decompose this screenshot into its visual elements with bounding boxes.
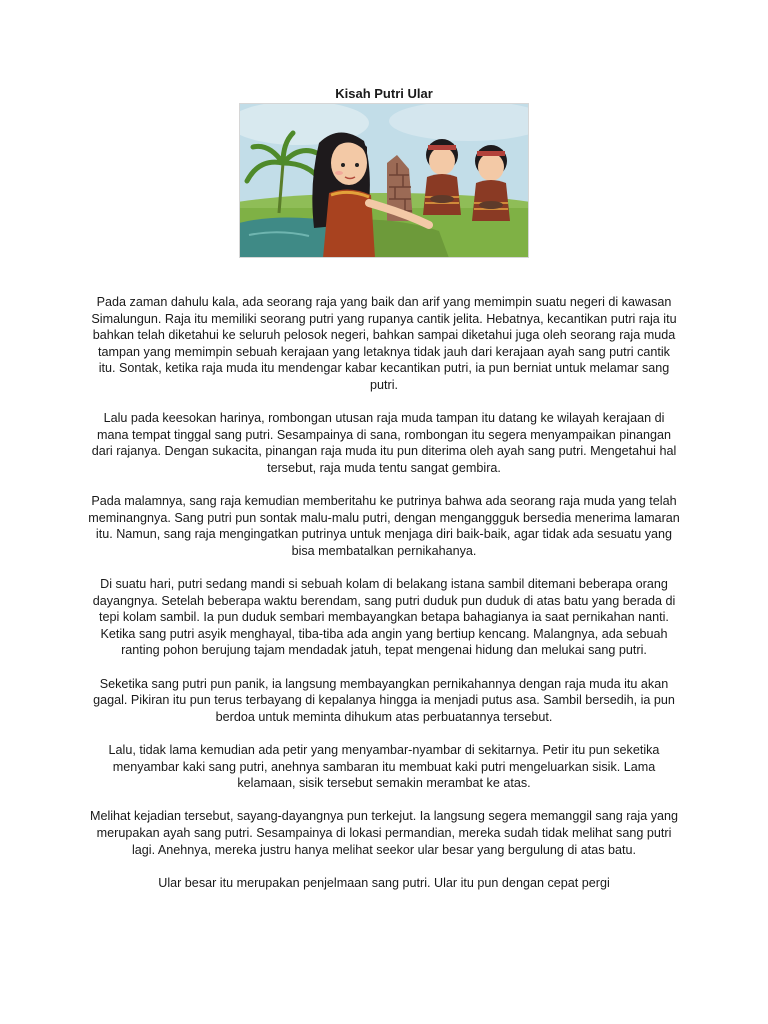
story-illustration xyxy=(239,103,529,258)
princess-pond-illustration-icon xyxy=(239,103,529,258)
paragraph: Lalu, tidak lama kemudian ada petir yang menyambar-nyambar di sekitarnya. Petir itu pun seketika menyambar kaki sang putri, anehnya sambaran itu membuat kaki putri mengeluarkan sisik. Lama kelamaan, sisik tersebut semakin merambat ke atas. xyxy=(108,743,660,791)
paragraph: Melihat kejadian tersebut, sayang-dayangnya pun terkejut. Ia langsung segera memanggil sang raja yang merupakan ayah sang putri. Sesampainya di lokasi permandian, mereka sudah tidak melihat sang putri lagi. Anehnya, mereka justru hanya melihat seekor ular besar yang bergulung di atas batu. xyxy=(89,809,679,857)
paragraph: Seketika sang putri pun panik, ia langsung membayangkan pernikahannya dengan raja muda itu akan gagal. Pikiran itu pun terus terbayang di kepalanya hingga ia menjadi putus asa. Sambil bersedih, ia pun berdoa untuk meminta dihukum atas perbuatannya tersebut. xyxy=(93,676,675,724)
paragraph: Ular besar itu merupakan penjelmaan sang putri. Ular itu pun dengan cepat pergi xyxy=(158,875,610,890)
paragraph: Di suatu hari, putri sedang mandi si sebuah kolam di belakang istana sambil ditemani beberapa orang dayangnya. Setelah beberapa waktu berendam, sang putri duduk pun duduk di atas batu yang berada di tepi kolam sambil. Ia pun duduk sembari membayangkan betapa bahagianya ia saat pernikahan nanti. Ketika sang putri asyik menghayal, tiba-tiba ada angin yang bertiup kencang. Malangnya, ada sebuah ranting pohon berujung tajam mendadak jatuh, tepat mengenai hidung dan melukai sang putri. xyxy=(92,577,676,658)
document-title: Kisah Putri Ular xyxy=(335,86,433,101)
paragraph: Pada zaman dahulu kala, ada seorang raja yang baik dan arif yang memimpin suatu negeri di kawasan Simalungun. Raja itu memiliki seorang putri yang rupanya cantik jelita. Hebatnya, kecantikan putri raja itu bahkan telah diketahui ke seluruh pelosok negeri, bahkan sampai diketahui juga oleh seorang raja muda tampan yang memimpin sebuah kerajaan yang letaknya tidak jauh dari kerajaan ayah sang putri cantik itu. Sontak, ketika raja muda itu mendengar kabar kecantikan putri, ia pun berniat untuk melamar sang putri. xyxy=(91,295,677,392)
story-body xyxy=(88,294,680,908)
paragraph: Lalu pada keesokan harinya, rombongan utusan raja muda tampan itu datang ke wilayah kerajaan di mana tempat tinggal sang putri. Sesampainya di sana, rombongan itu segera menyampaikan pinangan dari rajanya. Dengan sukacita, pinangan raja muda itu pun diterima oleh ayah sang putri. Mengetahui hal tersebut, raja muda tentu sangat gembira. xyxy=(91,411,677,475)
paragraph: Pada malamnya, sang raja kemudian memberitahu ke putrinya bahwa ada seorang raja muda yang telah meminangnya. Sang putri pun sontak malu-malu putri, dengan menganggguk bersedia menerima lamaran itu. Namun, sang raja mengingatkan putrinya untuk menjaga diri baik-baik, agar tidak ada sesuatu yang bisa membatalkan pernikahanya. xyxy=(88,494,680,558)
